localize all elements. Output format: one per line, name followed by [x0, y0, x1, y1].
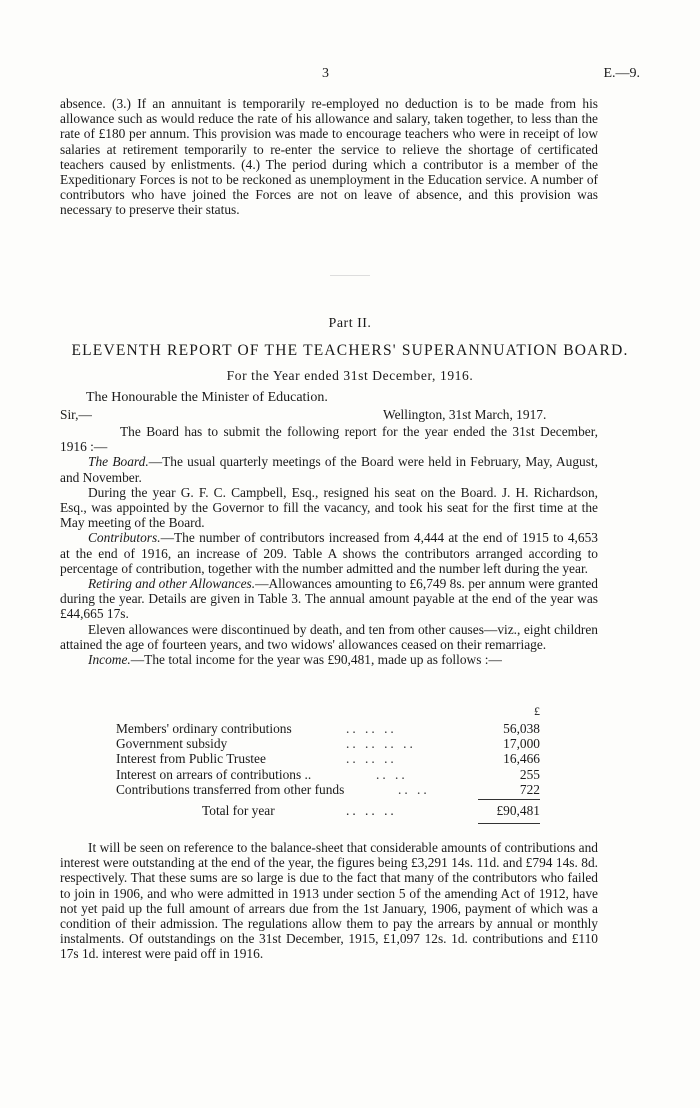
intro-paragraph-block — [60, 96, 598, 218]
contributors-text: —The number of contributors increased from 4,444 at the end of 1915 to 4,653 at the end of 1916, an increase of 209. Table A shows the contributors arranged according to percentage of contribution, together with the number admitted and the number left during the year. — [60, 530, 598, 576]
income-row — [116, 767, 540, 782]
total-rule-bottom — [478, 823, 540, 824]
leader-dots: .. .. .. — [346, 751, 397, 767]
page-number: 3 — [322, 66, 329, 81]
leader-dots: .. .. — [398, 781, 430, 797]
part-heading: Part II. — [328, 316, 372, 331]
salutation: Sir,— — [60, 407, 92, 422]
contributors-paragraph — [60, 530, 598, 576]
income-row — [116, 782, 540, 797]
income-total-value: £90,481 — [496, 803, 540, 818]
leader-dots: .. .. .. — [346, 721, 397, 736]
currency-column-header: £ — [534, 704, 540, 718]
board-paragraph-2: During the year G. F. C. Campbell, Esq., resigned his seat on the Board. J. H. Richardson, Esq., was appointed by the Governor to fill the vacancy, and took his seat for the first time at the May meeting of the Board. — [60, 484, 598, 531]
allowances-paragraph — [60, 576, 598, 622]
closing-paragraph-block — [60, 840, 598, 962]
leader-dots: .. .. — [376, 766, 408, 782]
income-row-value: 56,038 — [503, 721, 540, 736]
income-row-value: 255 — [519, 766, 540, 782]
income-heading: Income. — [88, 652, 131, 668]
income-row-value: 17,000 — [503, 736, 540, 752]
income-row — [116, 736, 540, 751]
income-row — [116, 721, 540, 736]
section-divider — [330, 275, 370, 276]
income-table — [116, 721, 540, 797]
income-row-label: Government subsidy — [116, 736, 228, 752]
board-paragraph — [60, 454, 598, 484]
income-total-label: Total for year — [202, 803, 275, 818]
board-text: —The usual quarterly meetings of the Board were held in February, May, August, and November. — [60, 454, 598, 485]
leader-dots: .. .. .. — [346, 803, 397, 818]
total-rule-top — [478, 799, 540, 800]
leader-dots: .. .. .. .. — [346, 736, 416, 752]
income-text: —The total income for the year was £90,481, made up as follows :— — [130, 652, 502, 668]
income-row — [116, 751, 540, 766]
income-row-value: 16,466 — [503, 751, 540, 767]
board-heading: The Board. — [88, 454, 149, 470]
closing-paragraph: It will be seen on reference to the balance-sheet that considerable amounts of contributions and interest were outstanding at the end of the year, the figures being £3,291 14s. 11d. and £794 14s. 8d. respectively. That these sums are so large is due to the fact that many of the contributors who failed to join in 1906, and who were admitted in 1913 under section 5 of the amending Act of 1912, have not yet paid up the full amount of arrears due from the 1st January, 1906, payment of which was a condition of their admission. The regulations allow them to pay the arrears by annual or monthly instalments. Of outstandings on the 31st December, 1915, £1,097 12s. 1d. contributions and £110 17s 1d. interest were paid off in 1916. — [60, 840, 598, 962]
document-reference: E.—9. — [603, 66, 640, 81]
allowances-heading: Retiring and other Allowances. — [88, 576, 256, 592]
addressee: The Honourable the Minister of Education. — [86, 390, 328, 405]
allowances-paragraph-2: Eleven allowances were discontinued by death, and ten from other causes—viz., eight children attained the age of fourteen years, and two widows' allowances ceased on their remarriage. — [60, 621, 598, 652]
income-row-label: Interest from Public Trustee — [116, 751, 266, 767]
income-paragraph — [60, 652, 598, 667]
report-title: ELEVENTH REPORT OF THE TEACHERS' SUPERANNUATION BOARD. — [71, 342, 629, 359]
opening-paragraph: The Board has to submit the following report for the year ended the 31st December, 1916 :— — [60, 424, 598, 455]
page-header — [0, 66, 700, 86]
income-row-label: Contributions transferred from other funds — [116, 781, 345, 797]
income-row-label: Members' ordinary contributions — [116, 721, 292, 736]
income-row-label: Interest on arrears of contributions .. — [116, 766, 312, 782]
dateline: Wellington, 31st March, 1917. — [383, 407, 547, 422]
allowances-text: —Allowances amounting to £6,749 8s. per annum were granted during the year. Details are given in Table 3. The annual amount payable at the end of the year was £44,665 17s. — [60, 576, 598, 622]
income-total-row — [116, 803, 540, 819]
contributors-heading: Contributors. — [88, 530, 161, 546]
report-body — [60, 424, 598, 667]
report-subtitle: For the Year ended 31st December, 1916. — [226, 368, 474, 383]
income-row-value: 722 — [519, 781, 540, 797]
intro-paragraph: absence. (3.) If an annuitant is temporarily re-employed no deduction is to be made from his allowance such as would reduce the rate of his allowance and salary, taken together, to less than the rate of £180 per annum. This provision was made to encourage teachers who were in receipt of low salaries at retirement temporarily to re-enter the service to relieve the shortage of certificated teachers caused by enlistments. (4.) The period during which a contributor is a member of the Expeditionary Forces is not to be reckoned as unemployment in the Education service. A number of contributors who have joined the Forces are not on leave of absence, and this provision was necessary to preserve their status. — [60, 96, 598, 218]
